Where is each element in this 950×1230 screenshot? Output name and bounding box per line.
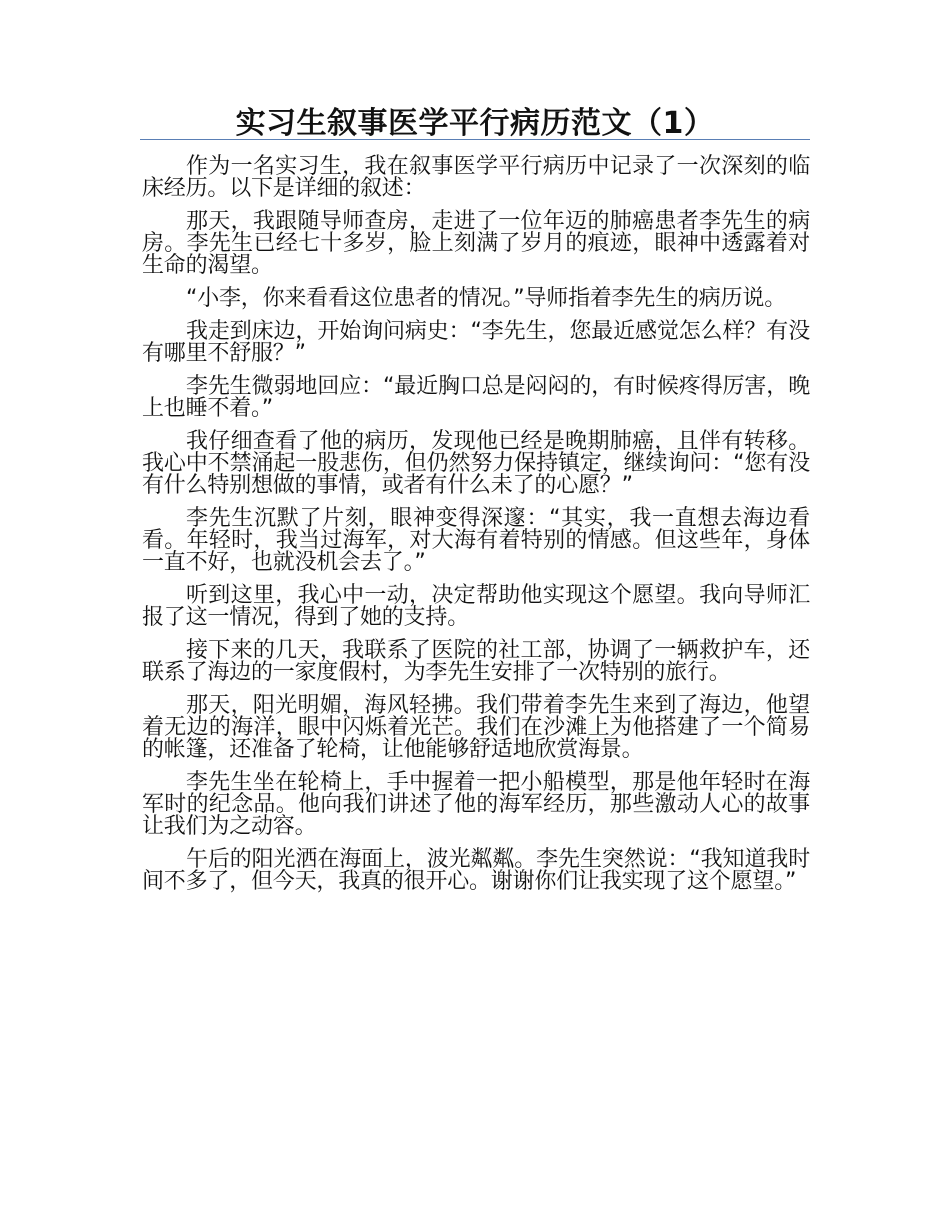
document-body [142,156,810,904]
paragraph: “小李，你来看看这位患者的情况。”导师指着李先生的病历说。 [186,286,786,311]
paragraph: 午后的阳光洒在海面上，波光粼粼。李先生突然说：“我知道我时间不多了，但今天，我真的很开心。谢谢你们让我实现了这个愿望。” [142,847,810,894]
paragraph: 那天，我跟随导师查房，走进了一位年迈的肺癌患者李先生的病房。李先生已经七十多岁，脸上刻满了岁月的痕迹，眼神中透露着对生命的渴望。 [142,209,810,278]
title-underline [140,139,810,140]
paragraph: 我走到床边，开始询问病史：“李先生，您最近感觉怎么样？有没有哪里不舒服？” [142,319,810,366]
paragraph: 我仔细查看了他的病历，发现他已经是晚期肺癌，且伴有转移。我心中不禁涌起一股悲伤，但仍然努力保持镇定，继续询问：“您有没有什么特别想做的事情，或者有什么未了的心愿？” [142,429,810,498]
paragraph: 李先生坐在轮椅上，手中握着一把小船模型，那是他年轻时在海军时的纪念品。他向我们讲述了他的海军经历，那些激动人心的故事让我们为之动容。 [142,770,810,839]
paragraph: 那天，阳光明媚，海风轻拂。我们带着李先生来到了海边，他望着无边的海洋，眼中闪烁着光芒。我们在沙滩上为他搭建了一个简易的帐篷，还准备了轮椅，让他能够舒适地欣赏海景。 [142,693,810,762]
document-title: 实习生叙事医学平行病历范文（1） [235,106,715,141]
paragraph: 李先生沉默了片刻，眼神变得深邃：“其实，我一直想去海边看看。年轻时，我当过海军，对大海有着特别的情感。但这些年，身体一直不好，也就没机会去了。” [142,506,810,575]
paragraph: 听到这里，我心中一动，决定帮助他实现这个愿望。我向导师汇报了这一情况，得到了她的支持。 [142,583,810,630]
paragraph: 作为一名实习生，我在叙事医学平行病历中记录了一次深刻的临床经历。以下是详细的叙述： [142,154,810,201]
paragraph: 接下来的几天，我联系了医院的社工部，协调了一辆救护车，还联系了海边的一家度假村，为李先生安排了一次特别的旅行。 [142,638,810,685]
paragraph: 李先生微弱地回应：“最近胸口总是闷闷的，有时候疼得厉害，晚上也睡不着。” [142,374,810,421]
